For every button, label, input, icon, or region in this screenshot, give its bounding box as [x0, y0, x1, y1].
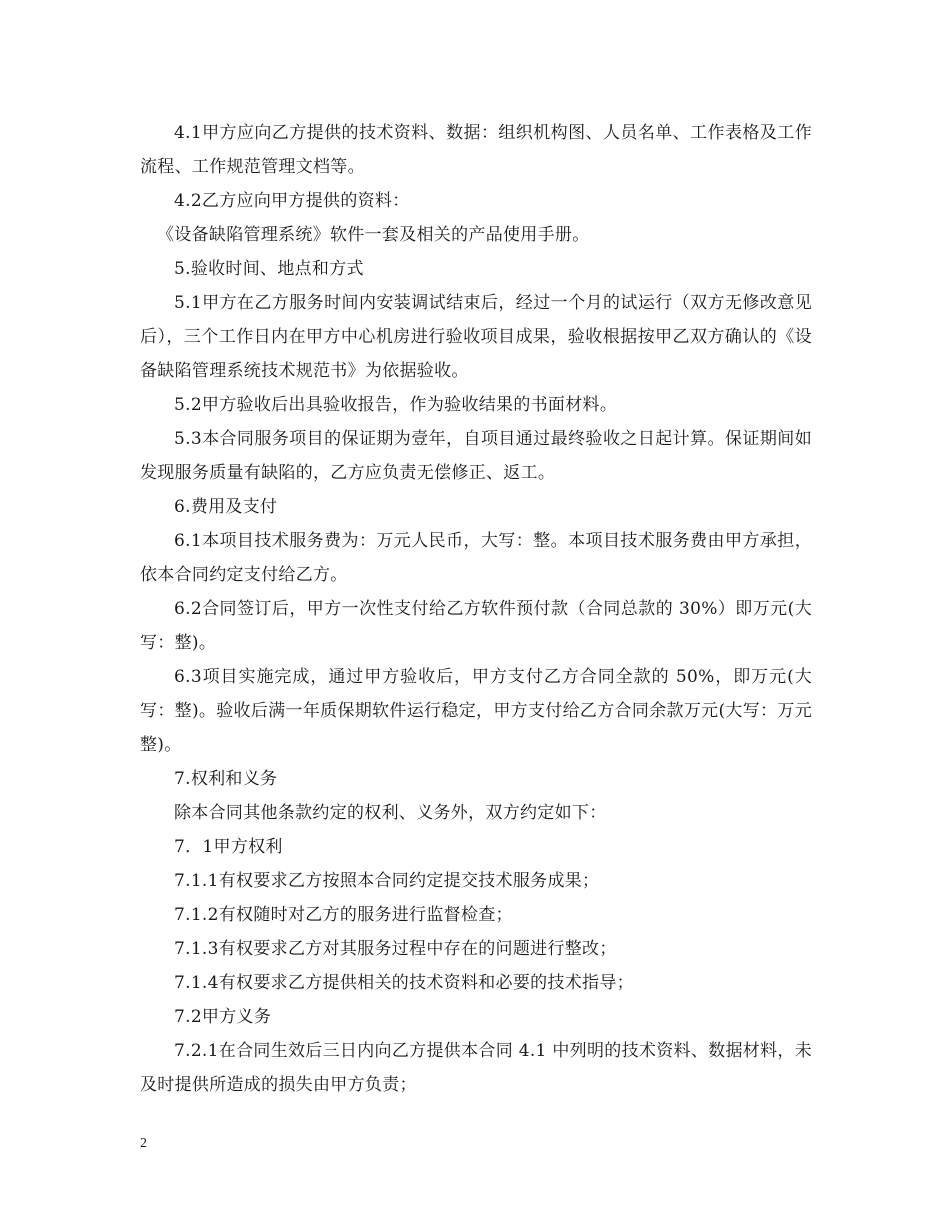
paragraph-7-1-4: 7.1.4有权要求乙方提供相关的技术资料和必要的技术指导；	[174, 973, 634, 993]
document-body	[140, 116, 812, 1102]
paragraph-6-3: 6.3项目实施完成，通过甲方验收后，甲方支付乙方合同全款的 50%，即万元(大写：整)。验收后满一年质保期软件运行稳定，甲方支付给乙方合同余款万元(大写：万元整)。	[140, 667, 812, 755]
section-heading-7: 7.权利和义务	[174, 769, 278, 789]
page-number: 2	[140, 1136, 147, 1151]
paragraph-7-2-1: 7.2.1在合同生效后三日内向乙方提供本合同 4.1 中列明的技术资料、数据材料，未及时提供所造成的损失由甲方负责；	[140, 1041, 812, 1095]
paragraph-7-intro: 除本合同其他条款约定的权利、义务外，双方约定如下：	[174, 803, 607, 823]
paragraph-6-2: 6.2合同签订后，甲方一次性支付给乙方软件预付款（合同总款的 30%）即万元(大写：整)。	[140, 599, 812, 653]
paragraph-6-1: 6.1本项目技术服务费为：万元人民币，大写：整。本项目技术服务费由甲方承担，依本合同约定支付给乙方。	[140, 531, 812, 585]
paragraph-5-2: 5.2甲方验收后出具验收报告，作为验收结果的书面材料。	[174, 395, 618, 415]
paragraph-4-2-item: 《设备缺陷管理系统》软件一套及相关的产品使用手册。	[157, 225, 590, 245]
paragraph-7-1-1: 7.1.1有权要求乙方按照本合同约定提交技术服务成果；	[174, 871, 600, 891]
paragraph-7-1-2: 7.1.2有权随时对乙方的服务进行监督检查；	[174, 905, 513, 925]
paragraph-4-2: 4.2乙方应向甲方提供的资料：	[174, 191, 410, 211]
subsection-heading-7-1: 7．1甲方权利	[174, 837, 283, 857]
paragraph-4-1: 4.1甲方应向乙方提供的技术资料、数据：组织机构图、人员名单、工作表格及工作流程、工作规范管理文档等。	[140, 123, 812, 177]
paragraph-5-3: 5.3本合同服务项目的保证期为壹年，自项目通过最终验收之日起计算。保证期间如发现服务质量有缺陷的，乙方应负责无偿修正、返工。	[140, 429, 812, 483]
paragraph-5-1: 5.1甲方在乙方服务时间内安装调试结束后，经过一个月的试运行（双方无修改意见后），三个工作日内在甲方中心机房进行验收项目成果，验收根据按甲乙双方确认的《设备缺陷管理系统技术规范书》为依据验收。	[140, 293, 812, 381]
section-heading-6: 6.费用及支付	[174, 497, 278, 517]
subsection-heading-7-2: 7.2甲方义务	[174, 1007, 272, 1027]
paragraph-7-1-3: 7.1.3有权要求乙方对其服务过程中存在的问题进行整改；	[174, 939, 617, 959]
section-heading-5: 5.验收时间、地点和方式	[174, 259, 364, 279]
